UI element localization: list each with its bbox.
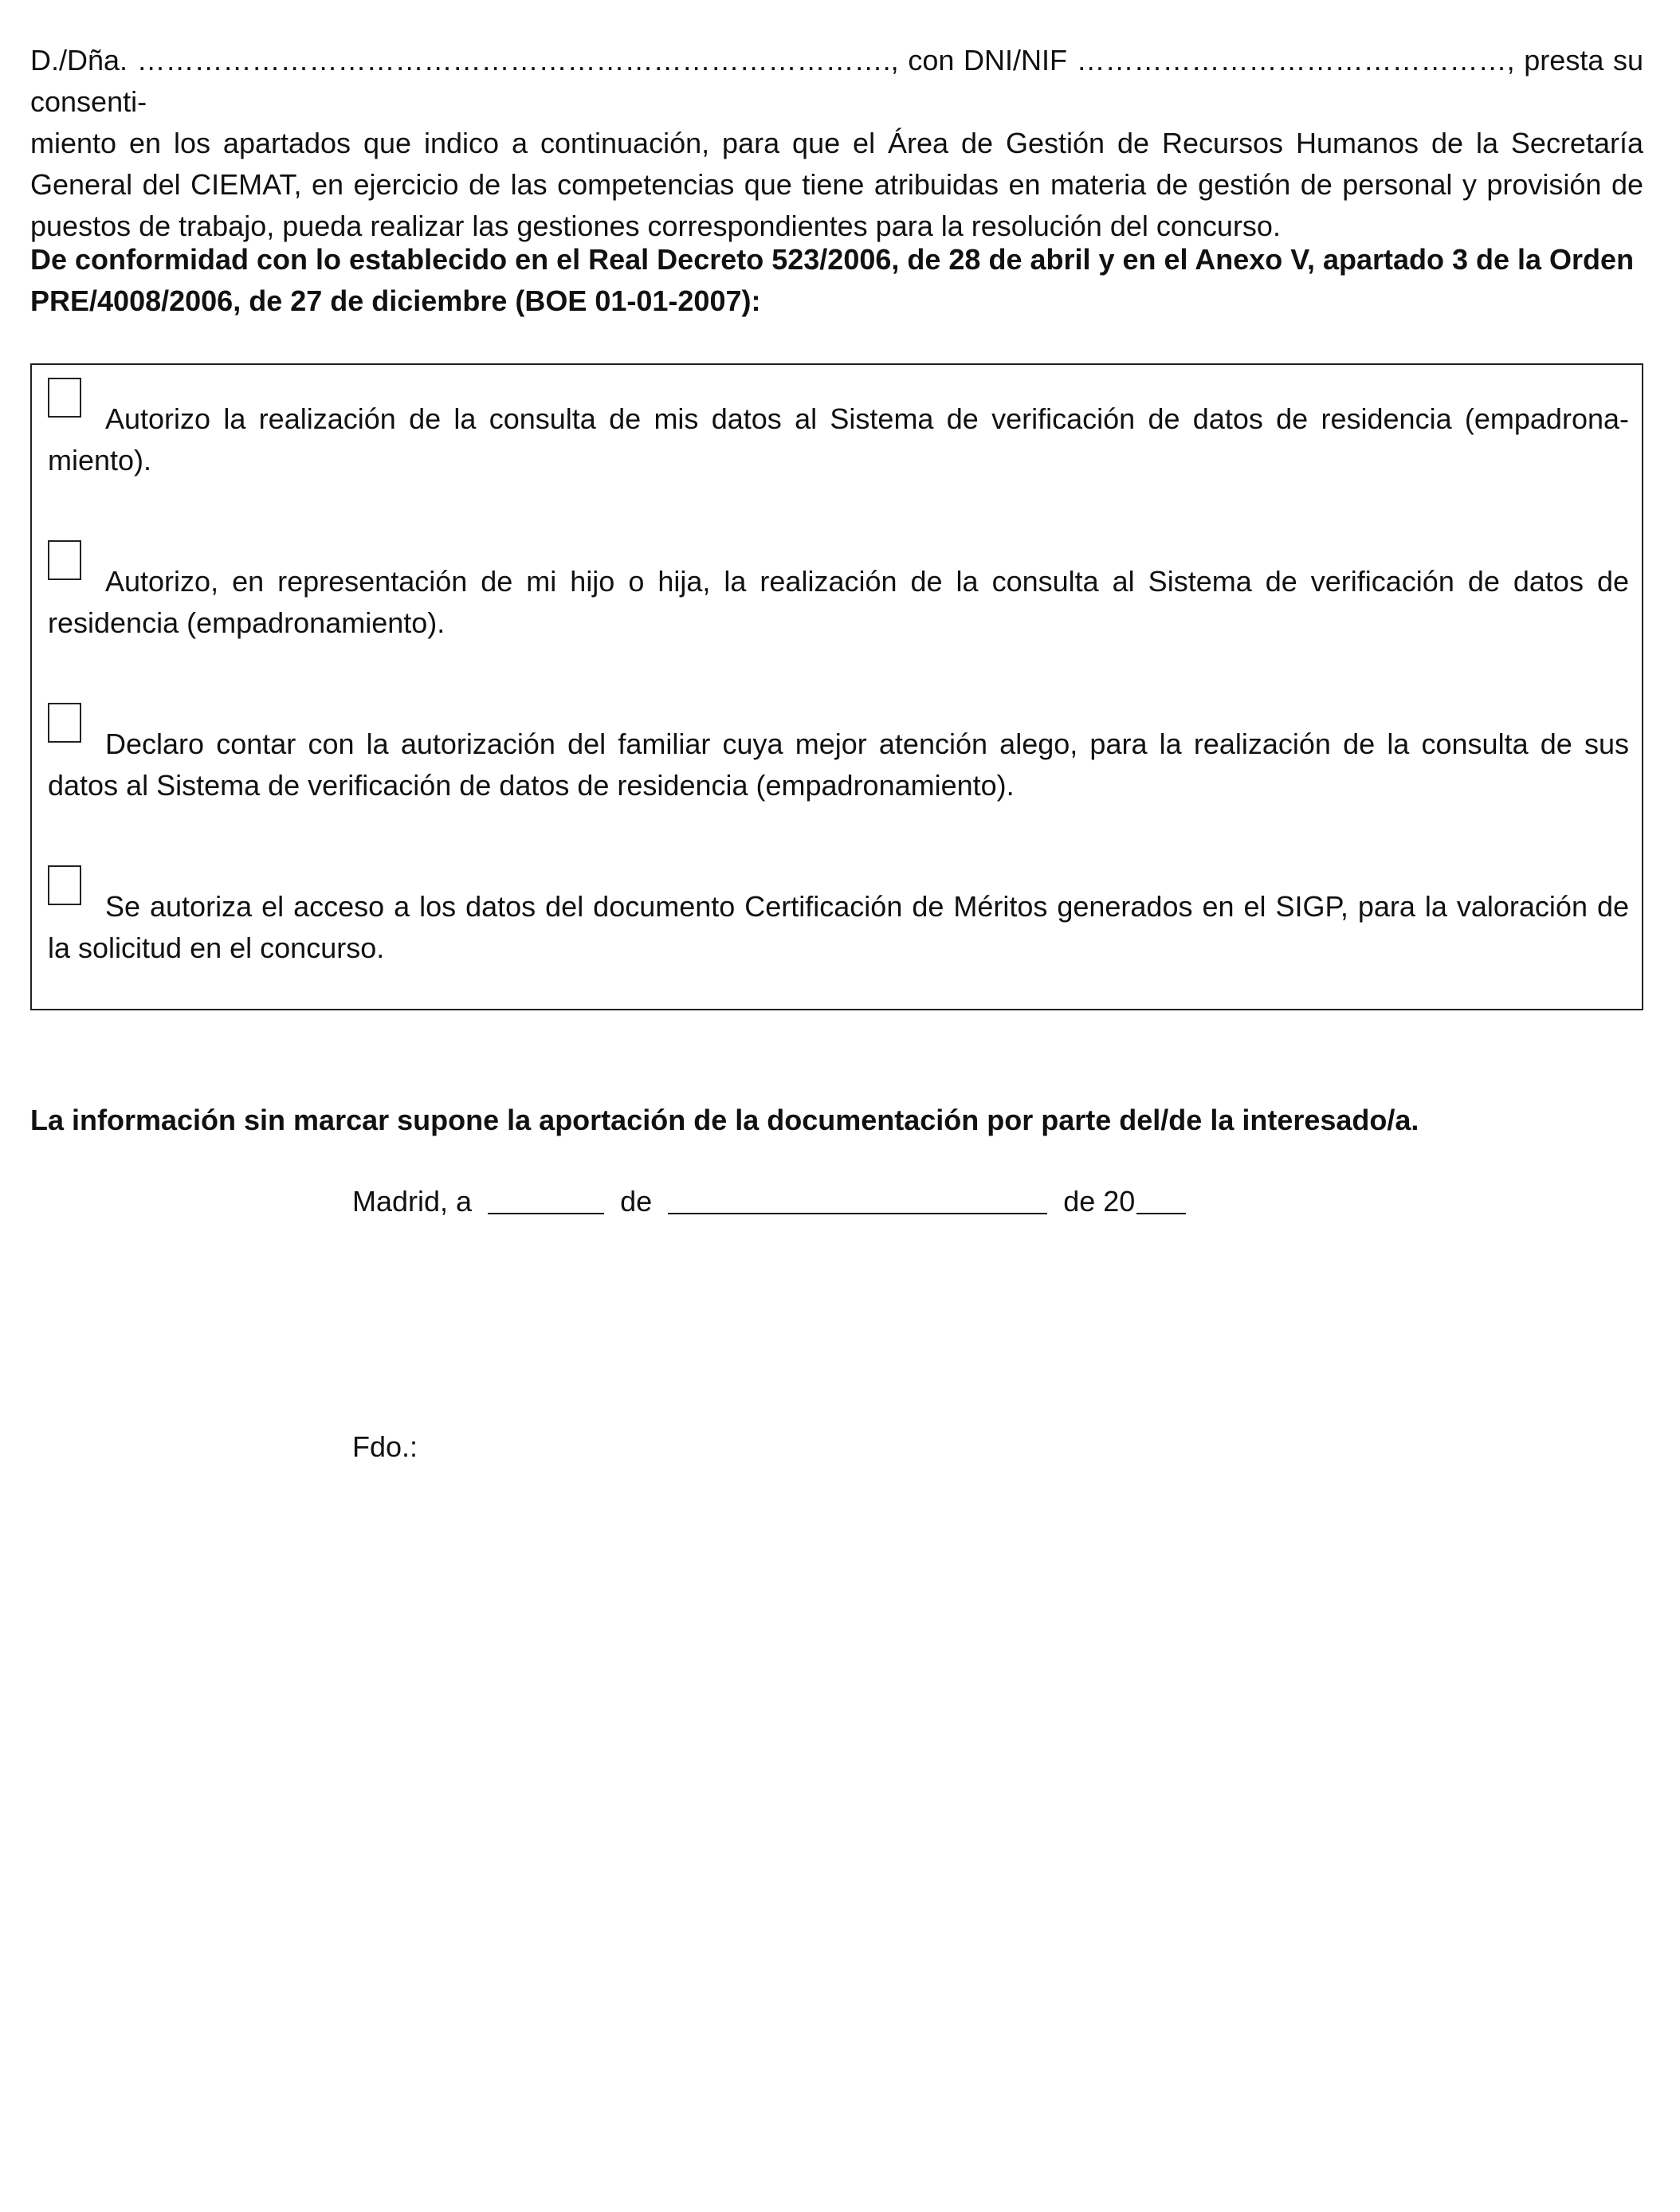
intro-paragraph [30,40,1643,247]
checkbox-residence[interactable] [48,378,81,418]
date-place: Madrid, a [352,1185,473,1218]
checkbox-child[interactable] [48,540,81,580]
option-text-child: Autorizo, en representación de mi hijo o hija, la realización de la consulta al Sistema de verificación de datos de residencia (empadronamiento). [48,565,1629,639]
month-blank-field[interactable] [668,1184,1047,1214]
legal-basis-heading: De conformidad con lo establecido en el Real Decreto 523/2006, de 28 de abril y en el Anexo V, apartado 3 de la Orden PRE/4008/2006, de 27 de diciembre (BOE 01-01-2007): [30,243,1635,317]
date-de-1: de [620,1185,653,1218]
option-text-residence: Autorizo la realización de la consulta de mis datos al Sistema de verificación de datos de residencia (empadrona-miento). [48,402,1629,477]
year-blank-field[interactable] [1136,1184,1186,1214]
date-de-2: de 20 [1063,1185,1136,1218]
consent-option-child [48,556,1629,644]
checkbox-merits[interactable] [48,865,81,905]
unchecked-info-note: La información sin marcar supone la aportación de la documentación por parte del/de la interesado/a. [30,1104,1419,1136]
consent-option-family [48,719,1629,806]
consent-option-residence [48,394,1629,481]
consent-options-box [30,363,1643,1010]
intro-rest: miento en los apartados que indico a continuación, para que el Área de Gestión de Recursos Humanos de la Secretaría General del CIEMAT, en ejercicio de las competencias que tiene atribuidas en materia de gestión de personal y provisión de puestos de trabajo, pueda realizar las gestiones correspondientes para la resolución del concurso. [30,127,1643,242]
day-blank-field[interactable] [488,1184,604,1214]
checkbox-family[interactable] [48,703,81,743]
signature-label: Fdo.: [352,1430,418,1463]
intro-lead-line: D./Dña. ……………………………………………………………………., con DNI/NIF ………………………………………, presta su consenti- [30,44,1643,118]
consent-option-merits [48,881,1629,969]
date-line [352,1181,1186,1222]
option-text-family: Declaro contar con la autorización del familiar cuya mejor atención alego, para la realización de la consulta de sus datos al Sistema de verificación de datos de residencia (empadronamiento). [48,728,1629,802]
option-text-merits: Se autoriza el acceso a los datos del documento Certificación de Méritos generados en el SIGP, para la valoración de la solicitud en el concurso. [48,890,1629,964]
